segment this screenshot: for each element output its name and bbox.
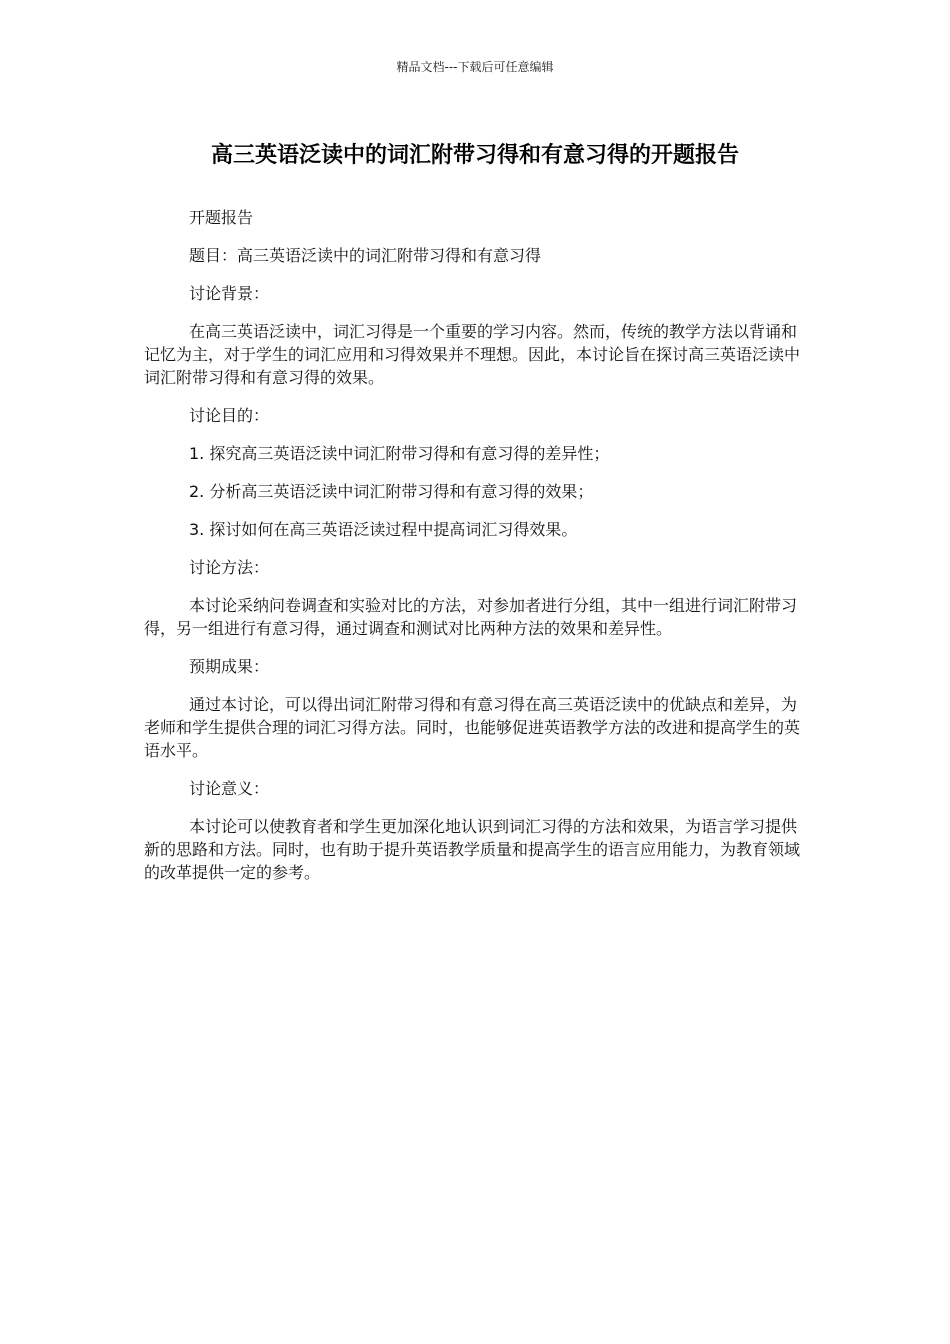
purpose-item: 1. 探究高三英语泛读中词汇附带习得和有意习得的差异性； <box>189 444 610 463</box>
paragraph-heading-report: 开题报告 <box>189 208 254 227</box>
page-header: 精品文档---下载后可任意编辑 <box>396 60 554 74</box>
paragraph-expected-results: 通过本讨论，可以得出词汇附带习得和有意习得在高三英语泛读中的优缺点和差异，为老师和学生提供合理的词汇习得方法。同时，也能够促进英语教学方法的改进和提高学生的英语水平。 <box>144 695 801 760</box>
section-heading-expected-results: 预期成果： <box>189 657 270 676</box>
document-body <box>144 206 806 899</box>
document-title: 高三英语泛读中的词汇附带习得和有意习得的开题报告 <box>210 143 739 168</box>
section-heading-background: 讨论背景： <box>189 284 270 303</box>
paragraph-background: 在高三英语泛读中，词汇习得是一个重要的学习内容。然而，传统的教学方法以背诵和记忆为主，对于学生的词汇应用和习得效果并不理想。因此，本讨论旨在探讨高三英语泛读中词汇附带习得和有意习得的效果。 <box>144 322 801 387</box>
purpose-item: 2. 分析高三英语泛读中词汇附带习得和有意习得的效果； <box>189 482 594 501</box>
purpose-item: 3. 探讨如何在高三英语泛读过程中提高词汇习得效果。 <box>189 520 578 539</box>
paragraph-significance: 本讨论可以使教育者和学生更加深化地认识到词汇习得的方法和效果，为语言学习提供新的思路和方法。同时，也有助于提升英语教学质量和提高学生的语言应用能力，为教育领域的改革提供一定的参考。 <box>144 817 801 882</box>
section-heading-purpose: 讨论目的： <box>189 406 270 425</box>
paragraph-method: 本讨论采纳问卷调查和实验对比的方法，对参加者进行分组，其中一组进行词汇附带习得，另一组进行有意习得，通过调查和测试对比两种方法的效果和差异性。 <box>144 596 798 638</box>
section-heading-method: 讨论方法： <box>189 558 270 577</box>
section-heading-significance: 讨论意义： <box>189 779 270 798</box>
paragraph-topic: 题目：高三英语泛读中的词汇附带习得和有意习得 <box>189 246 542 265</box>
